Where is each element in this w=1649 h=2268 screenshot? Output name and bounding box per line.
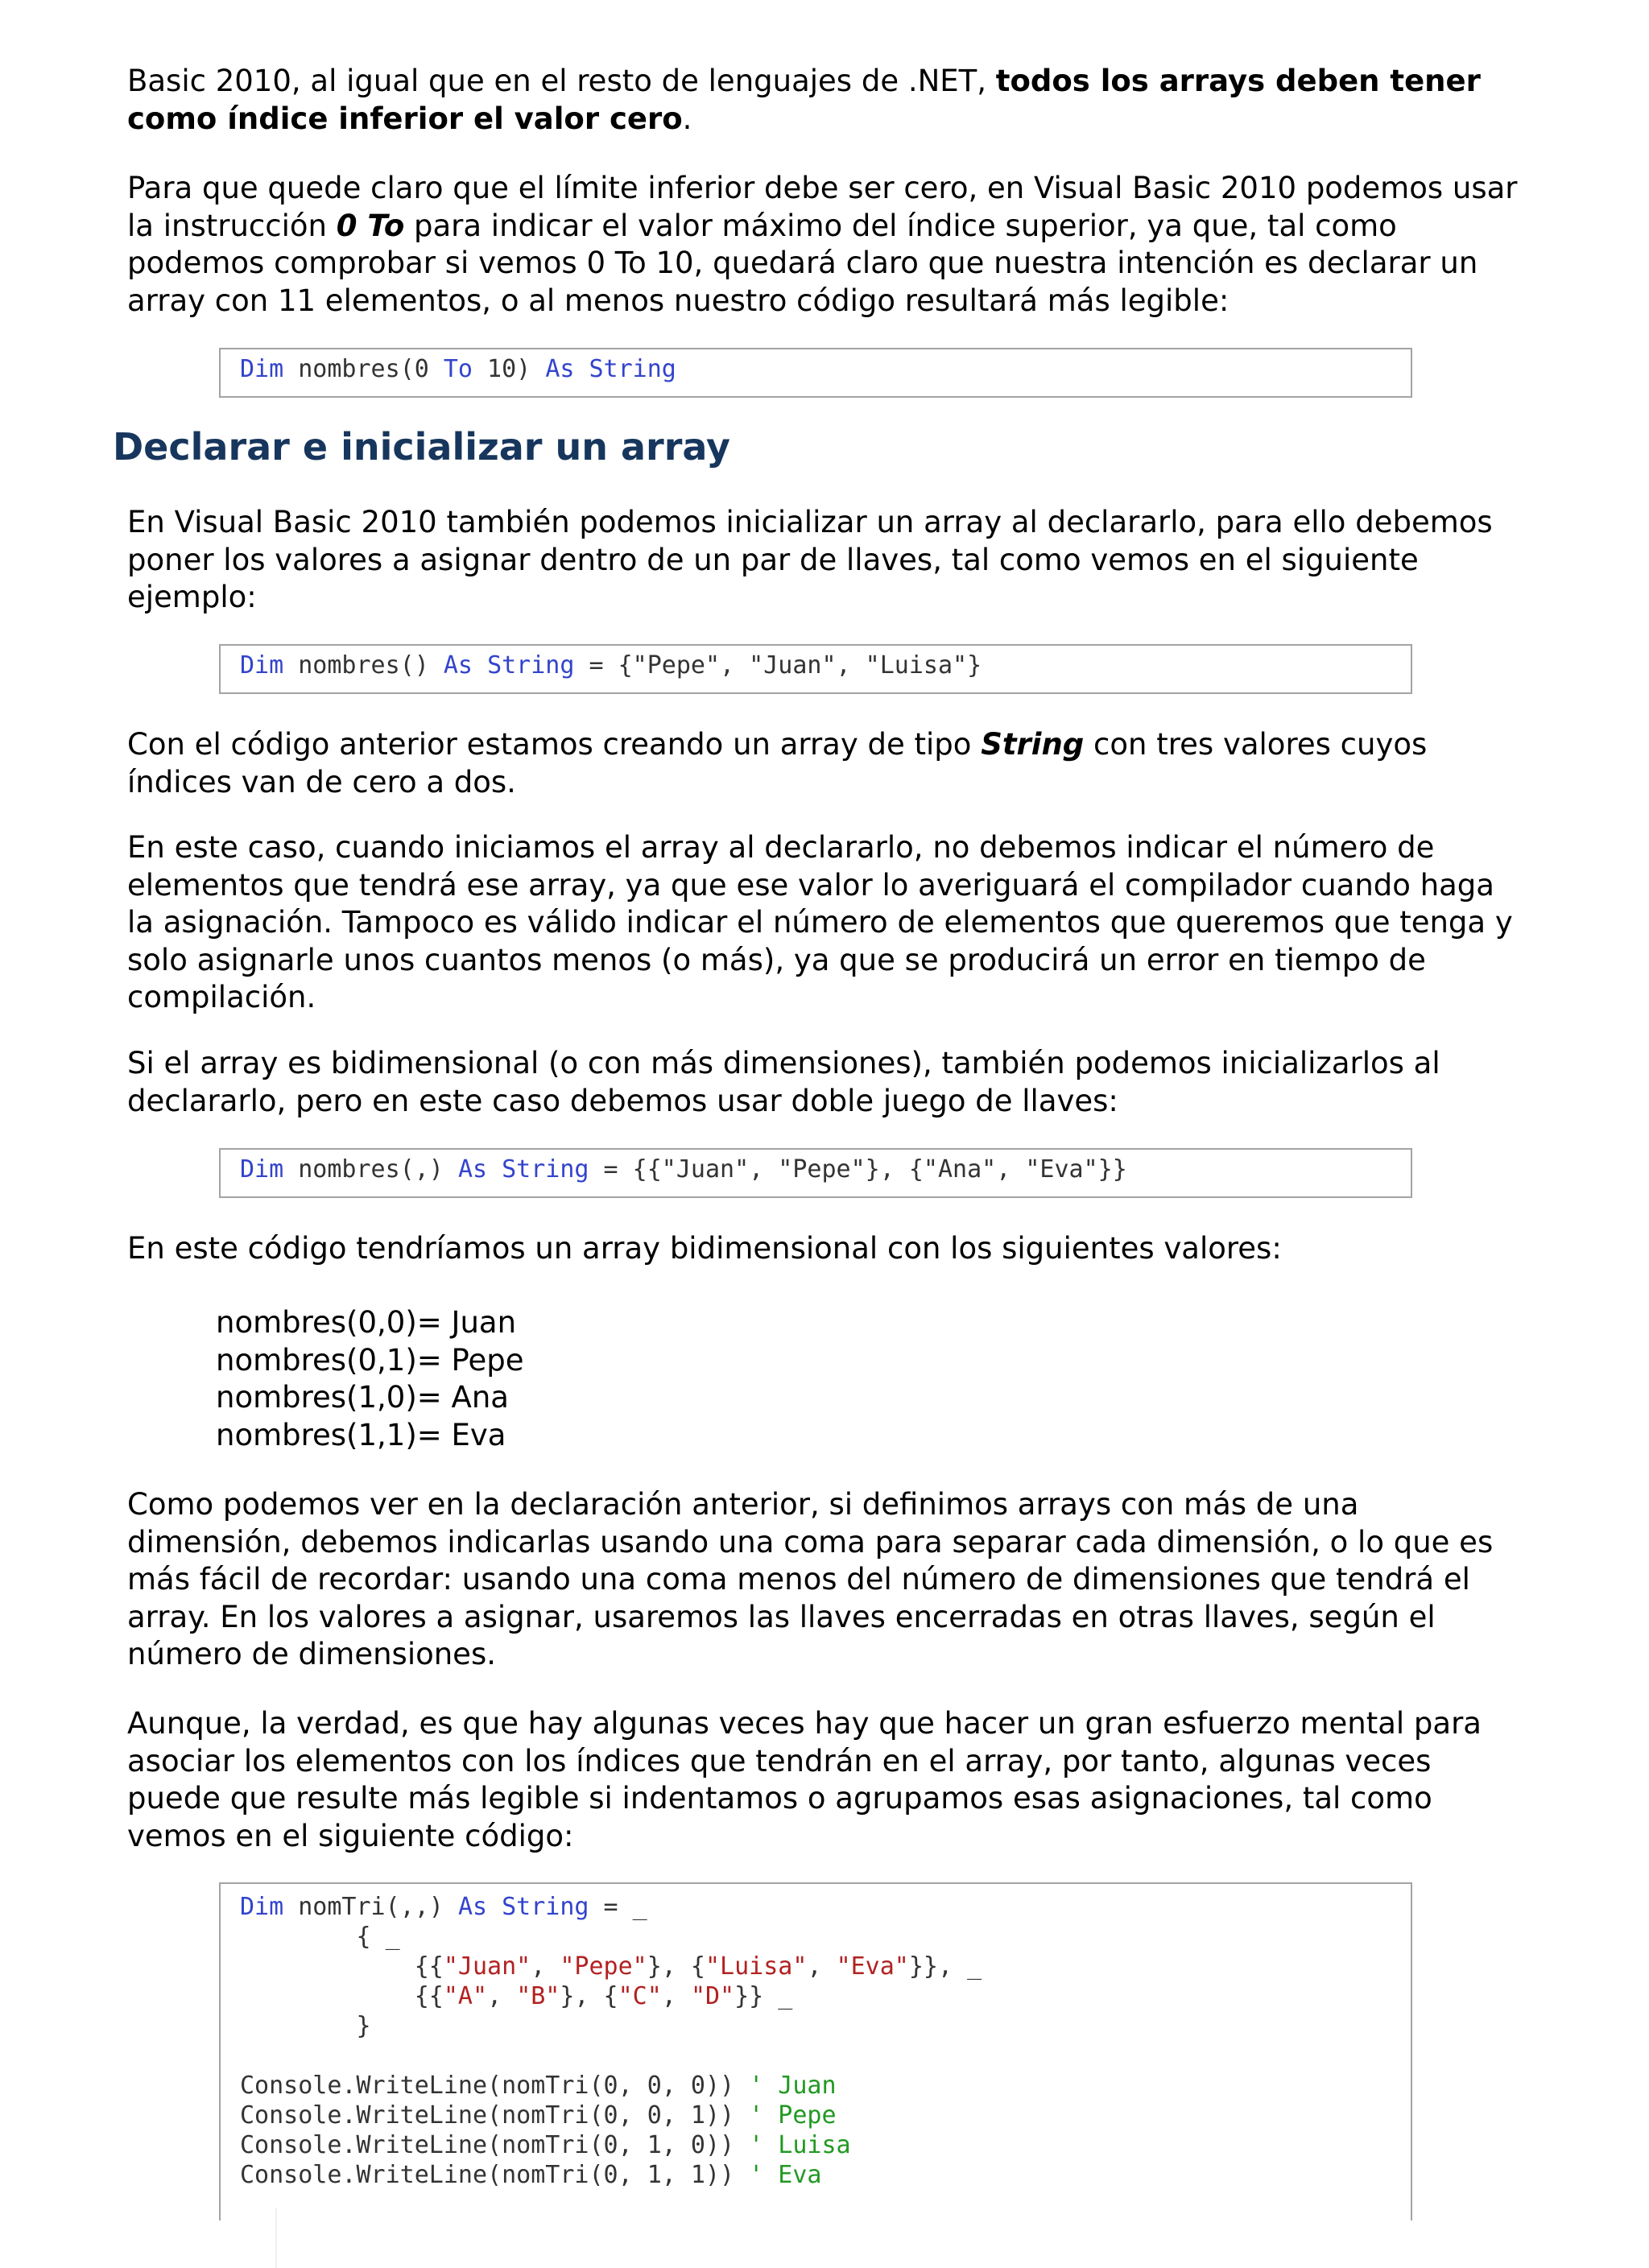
list-item: nombres(0,0)= Juan bbox=[216, 1305, 517, 1340]
code-text: Console.WriteLine(nomTri(0, 0, 1)) bbox=[240, 2101, 750, 2130]
code-text: = {{"Juan", "Pepe"}, {"Ana", "Eva"}} bbox=[589, 1155, 1127, 1184]
code-text: , bbox=[531, 1952, 560, 1981]
code-text: 10) bbox=[473, 355, 546, 383]
code-keyword: As bbox=[457, 1893, 488, 1921]
code-text: = _ bbox=[589, 1893, 647, 1921]
code-keyword: String bbox=[502, 1893, 589, 1921]
code-comment: ' Pepe bbox=[749, 2101, 837, 2130]
code-comment: ' Juan bbox=[749, 2072, 837, 2100]
code-text: , bbox=[661, 1982, 691, 2010]
code-keyword: String bbox=[487, 651, 575, 680]
text-run: Para que quede claro que el límite inferior debe ser cero, en Visual Basic 2010 podemos usar la instrucción bbox=[127, 171, 1518, 243]
code-keyword: Dim bbox=[240, 1155, 284, 1184]
code-keyword: Dim bbox=[240, 1893, 284, 1921]
code-keyword: As bbox=[545, 355, 575, 383]
list-item: nombres(0,1)= Pepe bbox=[216, 1342, 524, 1378]
code-line: { _ bbox=[240, 1923, 400, 1951]
text-run: con tres valores cuyos índices van de cero a dos. bbox=[127, 727, 1428, 799]
code-text: = {"Pepe", "Juan", "Luisa"} bbox=[574, 651, 982, 680]
list-item: nombres(1,0)= Ana bbox=[216, 1380, 509, 1415]
code-text bbox=[473, 651, 487, 680]
code-string: "Eva" bbox=[836, 1952, 909, 1981]
bold-text: todos los arrays deben tener como índice inferior el valor cero bbox=[127, 64, 1481, 136]
values-list bbox=[216, 1304, 524, 1454]
section-paragraph-2 bbox=[127, 726, 1528, 801]
section-paragraph-6: Como podemos ver en la declaración anterior, si definimos arrays con más de una dimensión, debemos indicarlas usando una coma para separar cada dimensión, o lo que es más fácil de recordar: usando una coma menos del número de dimensiones que tendrá el array. En los valores a asignar, usaremos las llaves encerradas en otras llaves, según el número de dimensiones. bbox=[127, 1487, 1494, 1671]
section-heading: Declarar e inicializar un array bbox=[113, 425, 731, 469]
list-item: nombres(1,1)= Eva bbox=[216, 1417, 506, 1452]
code-text: Console.WriteLine(nomTri(0, 1, 1)) bbox=[240, 2161, 750, 2189]
bold-italic-text: String bbox=[981, 727, 1085, 762]
bold-italic-text: 0 To bbox=[336, 208, 405, 243]
section-paragraph-5: En este código tendríamos un array bidimensional con los siguientes valores: bbox=[127, 1231, 1282, 1266]
text-run: Basic 2010, al igual que en el resto de lenguajes de .NET, bbox=[127, 64, 996, 98]
text-run: Con el código anterior estamos creando un array de tipo bbox=[127, 727, 982, 762]
code-text: }, { bbox=[560, 1982, 618, 2010]
code-keyword: As bbox=[457, 1155, 488, 1184]
code-text: nombres() bbox=[283, 651, 444, 680]
code-block-1 bbox=[219, 348, 1412, 398]
text-run: para indicar el valor máximo del índice superior, ya que, tal como podemos comprobar si vemos 0 To 10, quedará claro que nuestra intención es declarar un array con 11 elementos, o al menos nuestro código resultará más legible: bbox=[127, 208, 1478, 318]
code-text: {{ bbox=[240, 1952, 444, 1981]
code-block-4 bbox=[219, 1882, 1412, 2220]
code-keyword: As bbox=[443, 651, 473, 680]
code-comment: ' Eva bbox=[749, 2161, 822, 2189]
code-text: , bbox=[807, 1952, 837, 1981]
code-string: "D" bbox=[690, 1982, 735, 2010]
code-keyword: String bbox=[502, 1155, 589, 1184]
code-text bbox=[487, 1155, 502, 1184]
code-text: , bbox=[487, 1982, 517, 2010]
section-paragraph-4: Si el array es bidimensional (o con más dimensiones), también podemos inicializarlos al declararlo, pero en este caso debemos usar doble juego de llaves: bbox=[127, 1046, 1440, 1118]
code-text: nombres(,) bbox=[283, 1155, 458, 1184]
code-string: "Pepe" bbox=[560, 1952, 647, 1981]
code-text bbox=[487, 1893, 502, 1921]
code-text: nomTri(,,) bbox=[283, 1893, 458, 1921]
code-line: } bbox=[240, 2012, 371, 2040]
text-run: . bbox=[682, 101, 692, 136]
code-text: nombres(0 bbox=[283, 355, 444, 383]
code-block-3 bbox=[219, 1148, 1412, 1198]
code-keyword: Dim bbox=[240, 651, 284, 680]
code-block-2 bbox=[219, 644, 1412, 694]
section-paragraph-3: En este caso, cuando iniciamos el array al declararlo, no debemos indicar el número de elementos que tendrá ese array, ya que ese valor lo averiguará el compilador cuando haga la asignación. Tampoco es válido indicar el número de elementos que queremos que tenga y solo asignarle unos cuantos menos (o más), ya que se producirá un error en tiempo de compilación. bbox=[127, 830, 1513, 1014]
code-comment: ' Luisa bbox=[749, 2131, 851, 2159]
code-text: Console.WriteLine(nomTri(0, 0, 0)) bbox=[240, 2072, 750, 2100]
code-string: "B" bbox=[516, 1982, 560, 2010]
code-text: }, { bbox=[647, 1952, 705, 1981]
intro-paragraph-1 bbox=[127, 63, 1528, 138]
code-string: "C" bbox=[618, 1982, 662, 2010]
code-text bbox=[574, 355, 589, 383]
code-string: "Luisa" bbox=[705, 1952, 808, 1981]
section-paragraph-7: Aunque, la verdad, es que hay algunas veces hay que hacer un gran esfuerzo mental para asociar los elementos con los índices que tendrán en el array, por tanto, algunas veces puede que resulte más legible si indentamos o agrupamos esas asignaciones, tal como vemos en el siguiente código: bbox=[127, 1706, 1482, 1853]
code-text: }}, _ bbox=[908, 1952, 982, 1981]
section-paragraph-1: En Visual Basic 2010 también podemos inicializar un array al declararlo, para ello debemos poner los valores a asignar dentro de un par de llaves, tal como vemos en el siguiente ejemplo: bbox=[127, 505, 1493, 614]
code-string: "A" bbox=[443, 1982, 488, 2010]
code-text: {{ bbox=[240, 1982, 444, 2010]
code-keyword: String bbox=[589, 355, 676, 383]
code-keyword: To bbox=[443, 355, 473, 383]
page-divider bbox=[275, 2208, 277, 2268]
code-text: Console.WriteLine(nomTri(0, 1, 0)) bbox=[240, 2131, 750, 2159]
code-string: "Juan" bbox=[443, 1952, 531, 1981]
code-text: }} _ bbox=[734, 1982, 793, 2010]
code-keyword: Dim bbox=[240, 355, 284, 383]
intro-paragraph-2 bbox=[127, 170, 1528, 320]
